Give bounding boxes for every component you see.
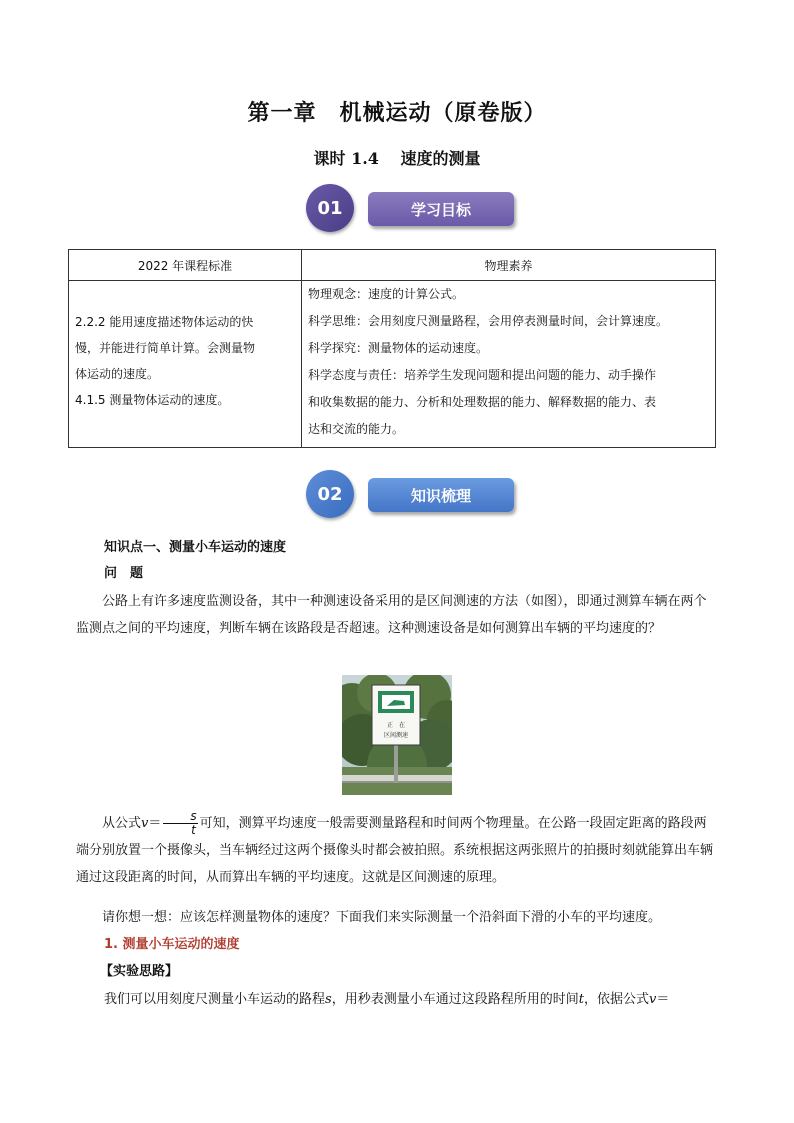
knowledge-point-title: 知识点一、测量小车运动的速度 (104, 540, 287, 555)
paragraph-formula (76, 810, 718, 891)
sign-text-line1: 正 在 (386, 722, 406, 729)
standards-table (68, 249, 716, 448)
literacy-line: 科学探究：测量物体的运动速度。 (308, 341, 489, 355)
formula-equals: ＝ (148, 816, 162, 831)
section-number: 01 (306, 184, 354, 232)
page-subtitle: 课时 1.4 速度的测量 (313, 149, 481, 168)
literacy-line: 达和交流的能力。 (308, 422, 405, 436)
literacy-line: 科学思维：会用刻度尺测量路程，会用停表测量时间，会计算速度。 (308, 314, 669, 328)
paragraph-intro: 公路上有许多速度监测设备，其中一种测速设备采用的是区间测速的方法（如图），即通过测算车辆在两个监测点之间的平均速度，判断车辆在该路段是否超速。这种测速设备是如何测算出车辆的平均速度的？ (76, 594, 707, 636)
section-number: 02 (306, 470, 354, 518)
section-label: 知识梳理 (368, 478, 514, 512)
literacy-cell (302, 281, 716, 448)
section-badge-knowledge (306, 474, 516, 520)
speed-sign-illustration (342, 675, 452, 795)
formula-v: v (141, 816, 149, 831)
section-badge-learning-goals (306, 188, 516, 234)
standard-line: 慢，并能进行简单计算。会测量物 (75, 341, 256, 355)
var-s: s (325, 992, 332, 1007)
experiment-equals: ＝ (656, 992, 670, 1007)
question-label: 问 题 (104, 566, 144, 581)
formula-denominator: t (191, 823, 196, 837)
standard-line: 体运动的速度。 (75, 367, 160, 381)
standard-line: 4.1.5 测量物体运动的速度。 (75, 393, 230, 407)
experiment-text-1: 我们可以用刻度尺测量小车运动的路程 (104, 992, 326, 1007)
literacy-line: 科学态度与责任：培养学生发现问题和提出问题的能力、动手操作 (308, 368, 657, 382)
formula-numerator: s (163, 810, 197, 824)
experiment-text-3: ，依据公式 (583, 992, 649, 1007)
sign-text-line2: 区间测速 (383, 732, 409, 739)
literacy-line: 物理观念：速度的计算公式。 (308, 287, 465, 301)
var-t: t (578, 992, 584, 1007)
literacy-line: 和收集数据的能力、分析和处理数据的能力、解释数据的能力、表 (308, 395, 657, 409)
experiment-text-2: ，用秒表测量小车通过这段路程所用的时间 (331, 992, 579, 1007)
formula-explanation: 可知，测算平均速度一般需要测量路程和时间两个物理量。在公路一段固定距离的路段两端分别放置一个摄像头，当车辆经过这两个摄像头时都会被拍照。系统根据这两张照片的拍摄时刻就能算出车辆通过这段距离的时间，从而算出车辆的平均速度。这就是区间测速的原理。 (76, 816, 714, 885)
var-v: v (648, 992, 657, 1007)
formula-prefix: 从公式 (102, 816, 142, 831)
standard-cell (69, 281, 302, 448)
table-header-literacy: 物理素养 (302, 250, 716, 281)
page-title: 第一章 机械运动（原卷版） (247, 100, 547, 126)
paragraph-think: 请你想一想：应该怎样测量物体的速度？下面我们来实际测量一个沿斜面下滑的小车的平均速度。 (102, 910, 662, 925)
table-header-standard: 2022 年课程标准 (69, 250, 302, 281)
standard-line: 2.2.2 能用速度描述物体运动的快 (75, 315, 254, 329)
table-row (69, 281, 716, 448)
heading-measure-car-speed: 1. 测量小车运动的速度 (104, 937, 240, 952)
formula-fraction (163, 810, 197, 837)
paragraph-experiment (104, 986, 724, 1013)
speed-sign-photo (342, 675, 452, 795)
section-label: 学习目标 (368, 192, 514, 226)
table-header-row (69, 250, 716, 281)
experiment-idea-label: 【实验思路】 (100, 964, 179, 979)
